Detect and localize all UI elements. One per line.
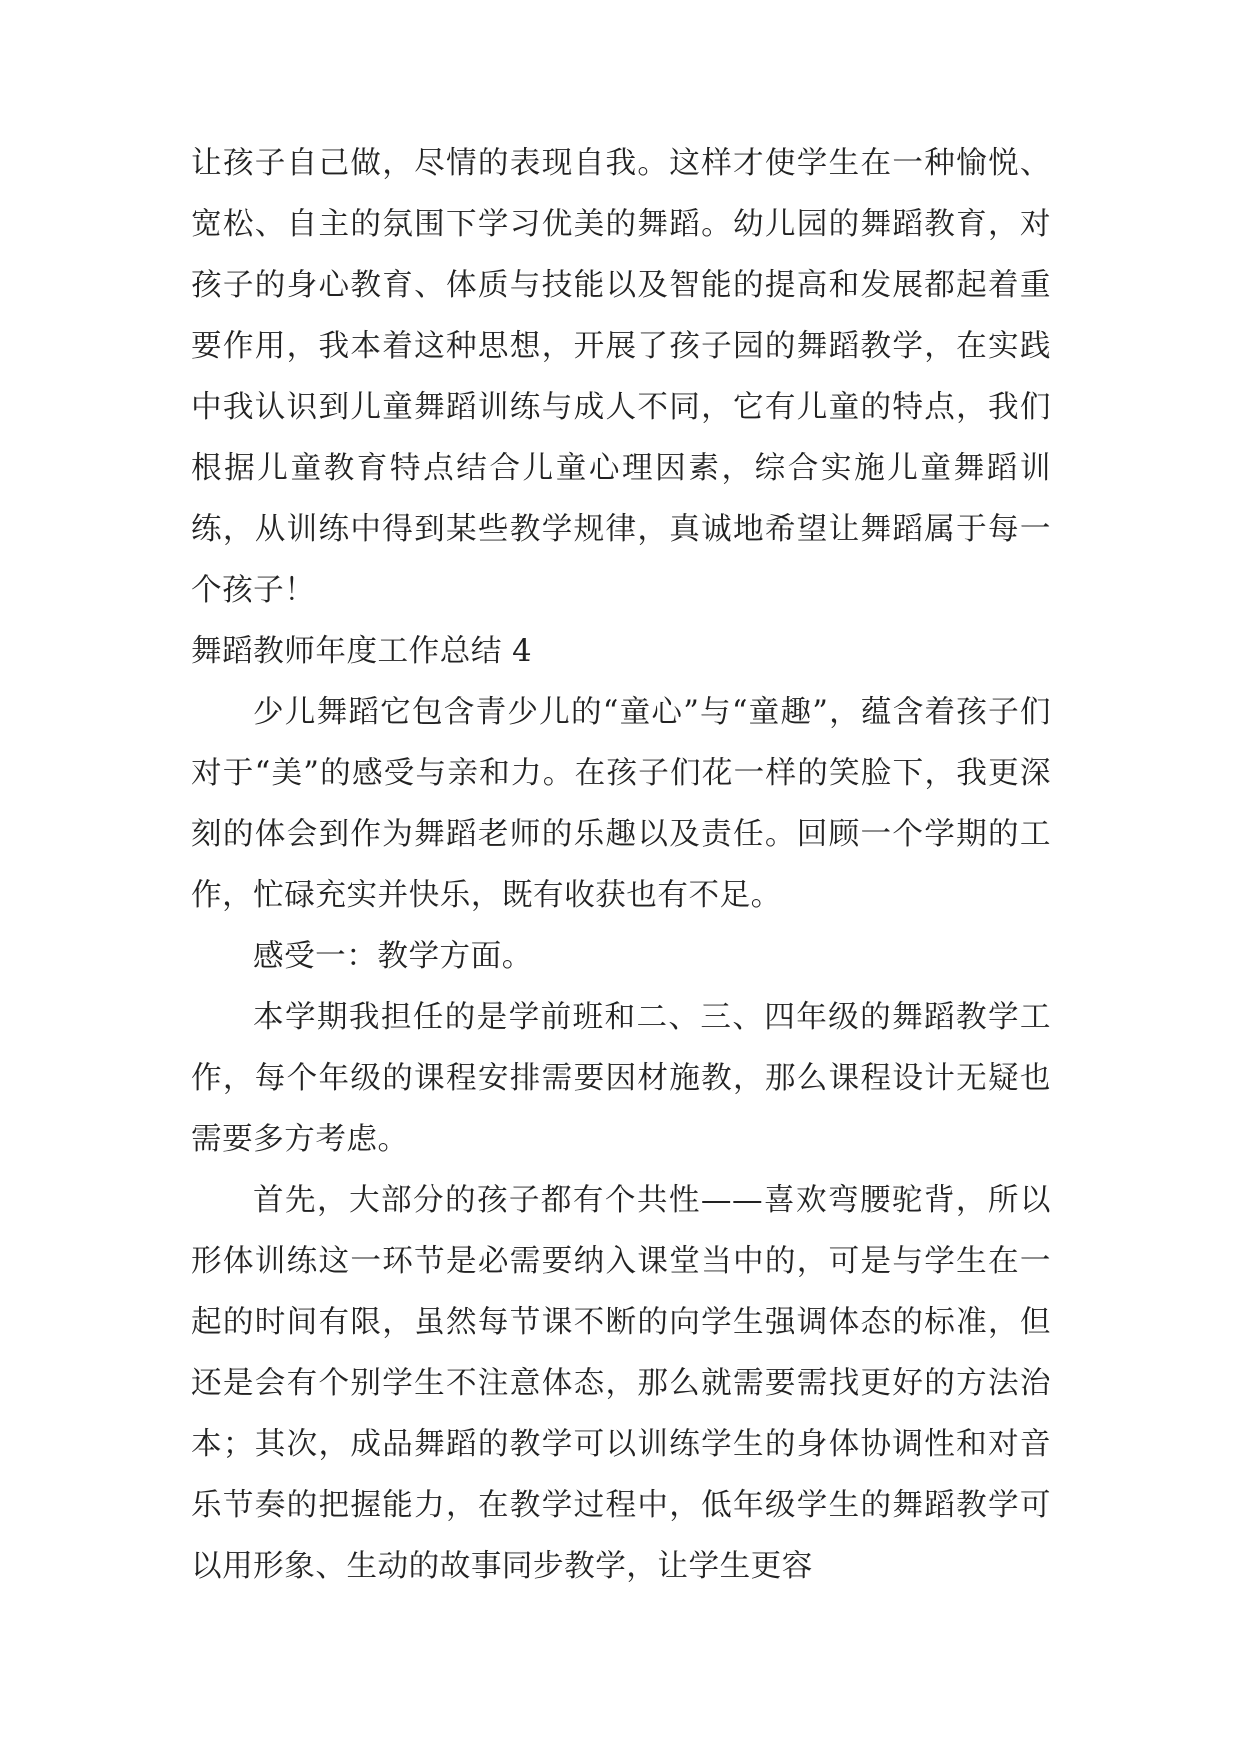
paragraph-posture-training: 首先，大部分的孩子都有个共性——喜欢弯腰驼背，所以形体训练这一环节是必需要纳入课堂当中的，可是与学生在一起的时间有限，虽然每节课不断的向学生强调体态的标准，但还是会有个别学生不注意体态，那么就需要需找更好的方法治本；其次，成品舞蹈的教学可以训练学生的身体协调性和对音乐节奏的把握能力，在教学过程中，低年级学生的舞蹈教学可以用形象、生动的故事同步教学，让学生更容 (191, 1183, 1051, 1584)
document-body (191, 133, 1051, 1597)
paragraph-childrens-dance: 少儿舞蹈它包含青少儿的“童心”与“童趣”，蕴含着孩子们对于“美”的感受与亲和力。在孩子们花一样的笑脸下，我更深刻的体会到作为舞蹈老师的乐趣以及责任。回顾一个学期的工作，忙碌充实并快乐，既有收获也有不足。 (191, 695, 1051, 913)
paragraph-semester-duties: 本学期我担任的是学前班和二、三、四年级的舞蹈教学工作，每个年级的课程安排需要因材施教，那么课程设计无疑也需要多方考虑。 (191, 1000, 1051, 1157)
paragraph-dance-education: 让孩子自己做，尽情的表现自我。这样才使学生在一种愉悦、宽松、自主的氛围下学习优美的舞蹈。幼儿园的舞蹈教育，对孩子的身心教育、体质与技能以及智能的提高和发展都起着重要作用，我本着这种思想，开展了孩子园的舞蹈教学，在实践中我认识到儿童舞蹈训练与成人不同，它有儿童的特点，我们根据儿童教育特点结合儿童心理因素，综合实施儿童舞蹈训练，从训练中得到某些教学规律，真诚地希望让舞蹈属于每一个孩子！ (191, 146, 1051, 608)
paragraph-teaching-subheading: 感受一：教学方面。 (253, 939, 533, 974)
section-heading: 舞蹈教师年度工作总结 4 (191, 634, 533, 669)
